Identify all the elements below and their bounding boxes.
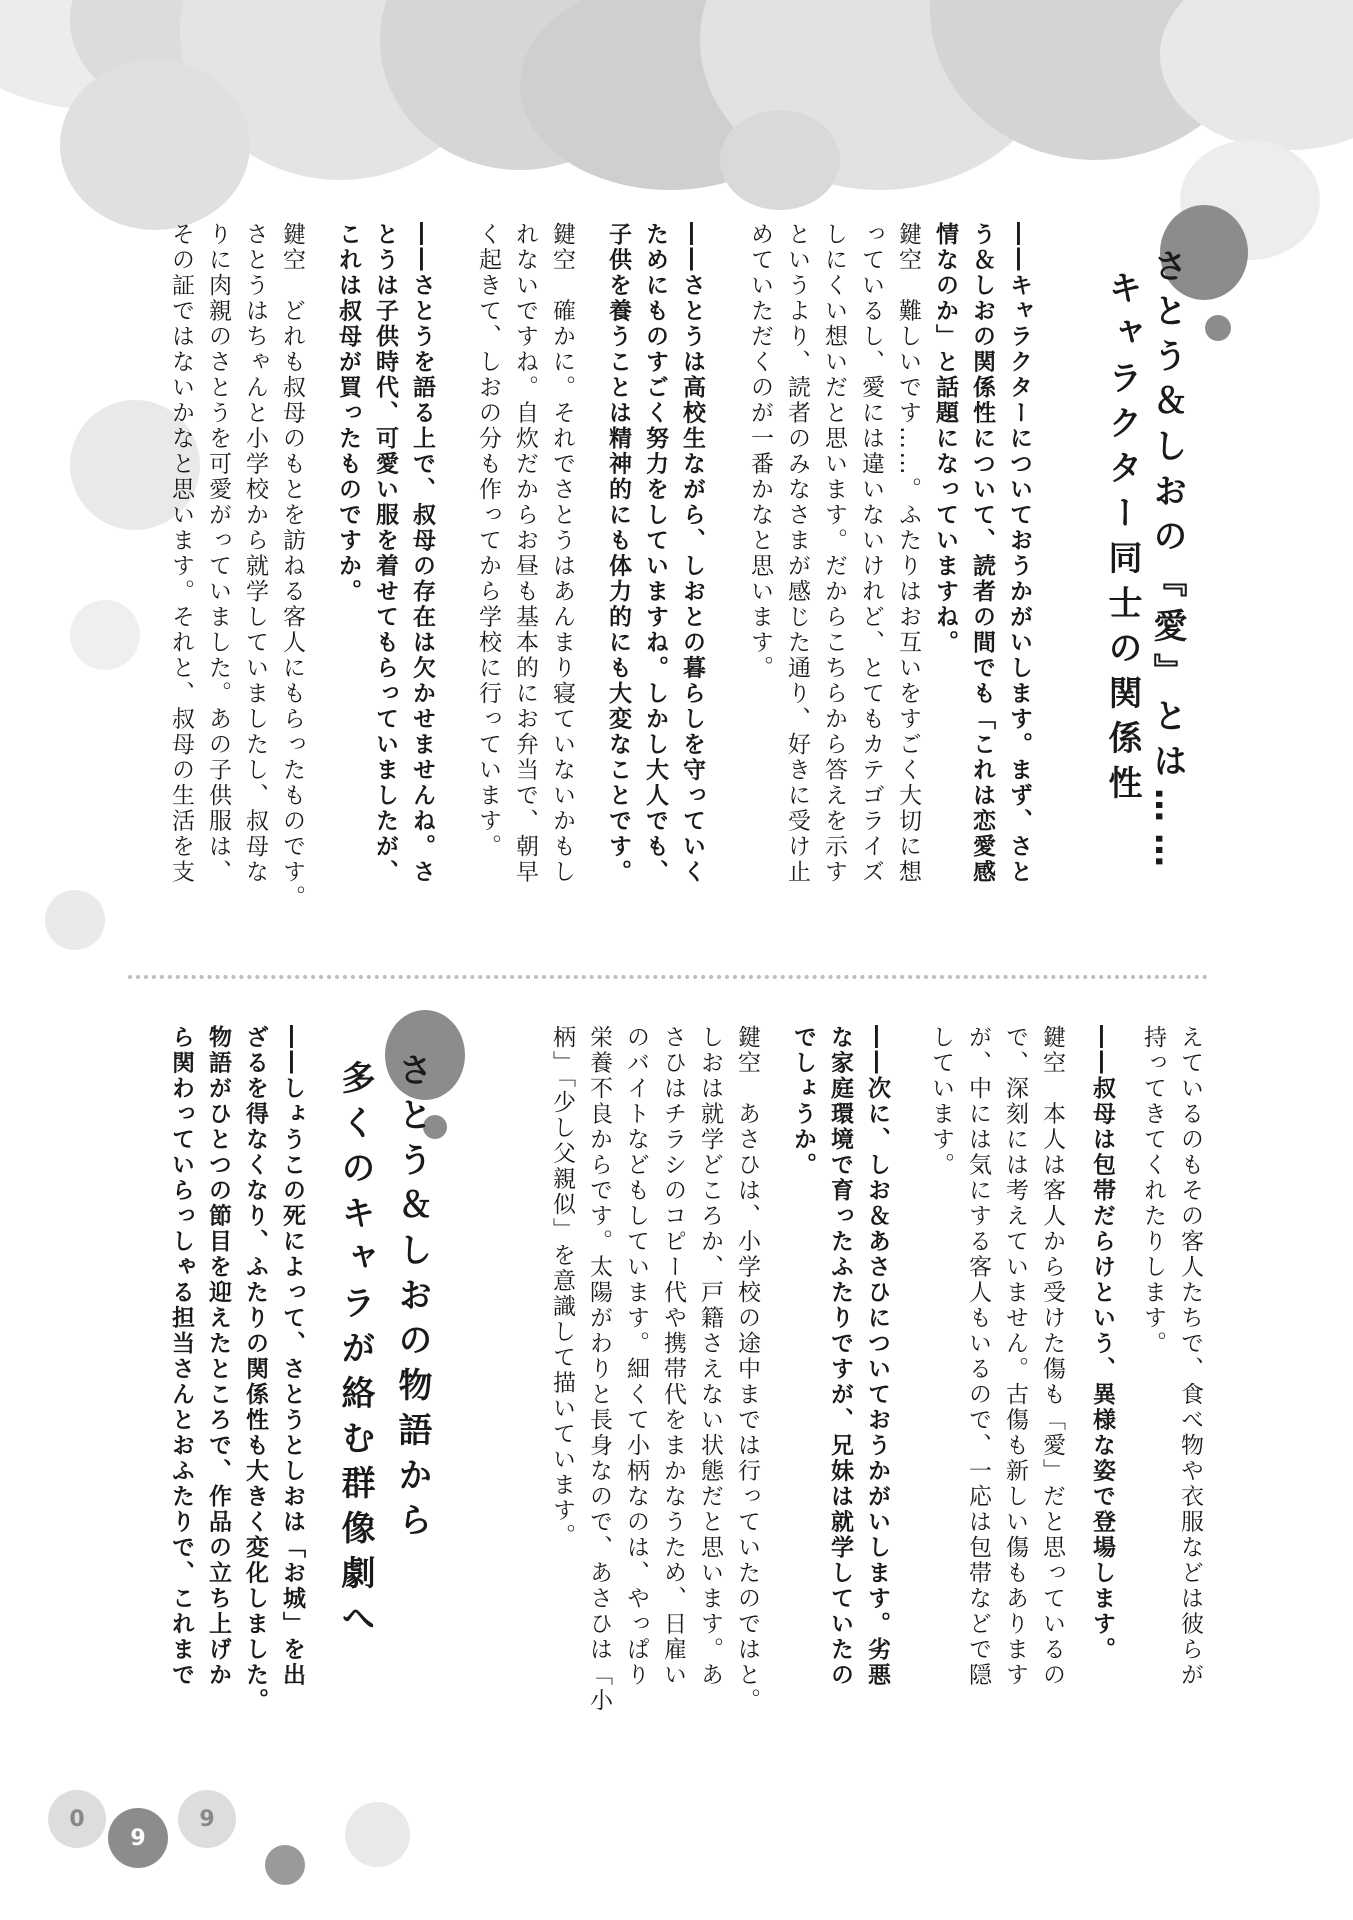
heading-bubble [1205,315,1231,341]
text-column: 柄」「少し父親似」を意識して描いています。 [549,1025,575,1549]
heading-line: 多くのキャラが絡む群像劇へ [335,1060,375,1645]
page-number-digit: 9 [108,1808,168,1868]
text-column: しにくい想いだと思います。だからこちらから答えを示す [821,222,847,885]
text-column: ――しょうこの死によって、さとうとしおは「お城」を出 [279,1025,305,1688]
text-column: ――キャラクターについておうかがいします。まず、さと [1006,222,1032,885]
text-column: しています。 [928,1025,954,1178]
text-column: さとうはちゃんと小学校から就学していましたし、叔母な [242,222,268,885]
heading-line: さとう＆しおの『愛』とは…… [1147,248,1187,878]
text-column: 鍵空 確かに。それでさとうはあんまり寝ていないかもし [549,222,575,885]
text-column: 鍵空 あさひは、小学校の途中までは行っていたのではと。 [734,1025,760,1714]
text-column: く起きて、しおの分も作ってから学校に行っています。 [475,222,501,860]
page-number-digit: 0 [48,1790,106,1848]
text-column: 鍵空 難しいです……。ふたりはお互いをすごく大切に想 [895,222,921,885]
heading-line: さとう＆しおの物語から [392,1052,432,1547]
text-column: さひはチラシのコピー代や携帯代をまかなうため、日雇い [660,1025,686,1688]
decor-bubble [720,110,840,210]
text-column: ざるを得なくなり、ふたりの関係性も大きく変化しました。 [242,1025,268,1714]
text-column: で、深刻には考えていません。古傷も新しい傷もあります [1002,1025,1028,1688]
page-number-digit: 9 [178,1790,236,1848]
text-column: 情なのか」と話題になっていますね。 [932,222,958,656]
text-column: というより、読者のみなさまが感じた通り、好きに受け止 [784,222,810,885]
decor-bubble [265,1845,305,1885]
decor-bubble [45,890,105,950]
text-column: れないですね。自炊だからお昼も基本的にお弁当で、朝早 [512,222,538,885]
text-column: っているし、愛には違いないけれど、とてもカテゴライズ [858,222,884,885]
text-column: でしょうか。 [790,1025,816,1178]
text-column: とうは子供時代、可愛い服を着せてもらっていましたが、 [372,222,398,885]
text-column: その証ではないかなと思います。それと、叔母の生活を支 [168,222,194,885]
text-column: これは叔母が買ったものですか。 [335,222,361,605]
text-column: な家庭環境で育ったふたりですが、兄妹は就学していたの [827,1025,853,1688]
decor-bubble [70,600,140,670]
text-column: ――さとうを語る上で、叔母の存在は欠かせませんね。さ [409,222,435,885]
section-divider [128,975,1208,979]
text-column: ――次に、しお＆あさひについておうかがいします。劣悪 [864,1025,890,1688]
text-column: ――さとうは高校生ながら、しおとの暮らしを守っていく [679,222,705,885]
text-column: 物語がひとつの節目を迎えたところで、作品の立ち上げか [205,1025,231,1688]
text-column: 子供を養うことは精神的にも体力的にも大変なことです。 [605,222,631,885]
decor-bubble [345,1802,410,1867]
text-column: う＆しおの関係性について、読者の間でも「これは恋愛感 [969,222,995,885]
text-column: めていただくのが一番かなと思います。 [747,222,773,681]
heading-line: キャラクター同士の関係性 [1102,270,1142,810]
text-column: 鍵空 本人は客人から受けた傷も「愛」だと思っているの [1039,1025,1065,1688]
text-column: 鍵空 どれも叔母のもとを訪ねる客人にもらったものです。 [279,222,305,911]
text-column: ――叔母は包帯だらけという、異様な姿で登場します。 [1089,1025,1115,1663]
decor-bubble [60,60,250,230]
text-column: えているのもその客人たちで、食べ物や衣服などは彼らが [1177,1025,1203,1688]
text-column: しおは就学どころか、戸籍さえない状態だと思います。あ [697,1025,723,1688]
text-column: ら関わっていらっしゃる担当さんとおふたりで、これまで [168,1025,194,1688]
text-column: が、中には気にする客人もいるので、一応は包帯などで隠 [965,1025,991,1688]
text-column: 持ってきてくれたりします。 [1140,1025,1166,1357]
text-column: 栄養不良からです。太陽がわりと長身なので、あさひは「小 [586,1025,612,1714]
text-column: りに肉親のさとうを可愛がっていました。あの子供服は、 [205,222,231,885]
text-column: ためにものすごく努力をしていますね。しかし大人でも、 [642,222,668,885]
text-column: のバイトなどもしています。細くて小柄なのは、やっぱり [623,1025,649,1688]
